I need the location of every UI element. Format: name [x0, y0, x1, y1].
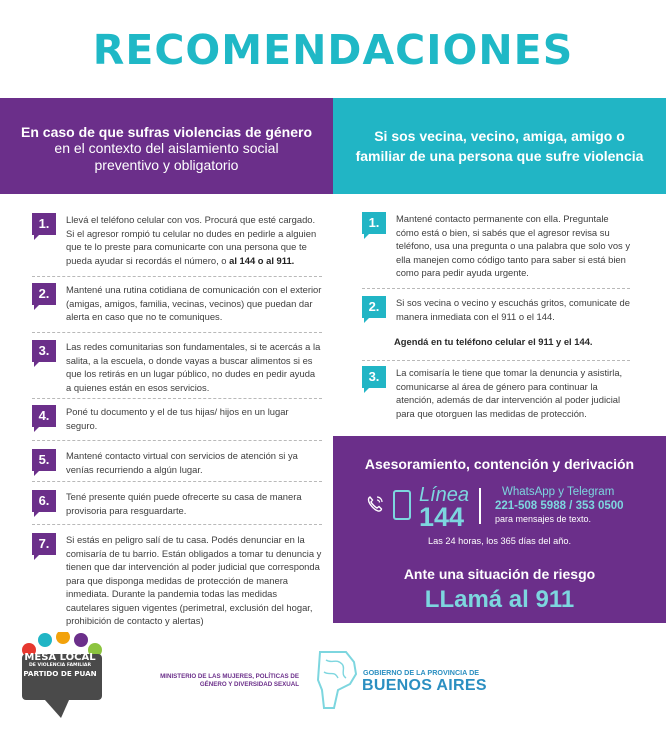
item-number: 1. [32, 213, 56, 235]
line-number: 144 [419, 502, 465, 532]
divider [362, 360, 630, 361]
item-text: La comisaría le tiene que tomar la denuncia y asistirla, comunicarse al área de género para continuar la atención, además de dar intervención al poder judicial para que otorguen las medidas de protección. [396, 367, 623, 419]
item-number: 1. [362, 212, 386, 234]
mobile-icon [393, 490, 411, 520]
help-title: Asesoramiento, contención y derivación [364, 456, 635, 472]
divider [32, 398, 322, 399]
left-item-3 [32, 340, 322, 394]
right-banner-heading: Si sos vecina, vecino, amiga, amigo o familiar de una persona que sufre violencia [355, 128, 644, 164]
left-item-4 [32, 405, 322, 432]
divider [362, 288, 630, 289]
item-number: 4. [32, 405, 56, 427]
item-text: Si estás en peligro salí de tu casa. Podés denunciar en la comisaría de tu barrio. Están obligados a tomar tu denuncia y tienen que dar intervención al poder judicial que corresponda para que disponga medidas de protección de manera inmediata. Durante la pandemia todas las medidas cautelares siguen vigentes (perimetral, exclusión del hogar, prohibición de contacto y alertas) [66, 534, 322, 626]
right-item-3 [362, 366, 634, 420]
call-911: LLamá al 911 [424, 586, 575, 613]
divider [32, 440, 322, 441]
left-banner [0, 98, 333, 194]
right-item-1 [362, 212, 634, 280]
agenda-note: Agendá en tu teléfono celular el 911 y el 144. [394, 336, 593, 347]
item-text: Llevá el teléfono celular con vos. Procurá que esté cargado. Si el agresor rompió tu celular no dudes en pedirle a alguien que te lo preste para comunicarte con una persona que te pueda ayudar si recordás el número, o al 144 o al 911. [66, 214, 317, 266]
item-number: 7. [32, 533, 56, 555]
left-banner-heading: En caso de que sufras violencias de género [21, 124, 312, 140]
line-label: Línea [419, 484, 470, 506]
divider [32, 276, 322, 277]
buenos-aires-map-logo [316, 650, 358, 710]
provincia-label: BUENOS AIRES [362, 677, 487, 694]
left-item-7 [32, 533, 322, 628]
right-item-2 [362, 296, 634, 323]
divider [479, 488, 481, 524]
ministerio-text: MINISTERIO DE LAS MUJERES, POLÍTICAS DE GÉNERO Y DIVERSIDAD SEXUAL [160, 673, 299, 688]
divider [32, 524, 322, 525]
page-title: RECOMENDACIONES [92, 26, 574, 74]
item-text: Mantené contacto permanente con ella. Preguntale cómo está o bien, si sabés que el agresor revisa su teléfono, usa una pregunta o una palabra que solo vos y ella manejen como código tanto para saber si está bien como para pedir ayuda urgente. [396, 213, 631, 278]
left-item-1 [32, 213, 322, 267]
item-text: Tené presente quién puede ofrecerte su casa de manera provisoria para resguardarte. [66, 491, 302, 516]
help-box [333, 436, 666, 623]
divider [32, 332, 322, 333]
item-text: Mantené una rutina cotidiana de comunicación con el exterior (amigas, amigos, familia, vecinas, vecinos) que puedan dar alerta en caso que no te comuniques. [66, 284, 322, 322]
item-number: 5. [32, 449, 56, 471]
left-item-2 [32, 283, 322, 324]
right-banner [333, 98, 666, 194]
divider [32, 481, 322, 482]
phone-icon [365, 494, 385, 514]
item-text: Mantené contacto virtual con servicios de atención si ya venías recurriendo a algún lugar. [66, 450, 298, 475]
hours-note: Las 24 horas, los 365 días del año. [427, 536, 572, 546]
left-item-6 [32, 490, 322, 517]
risk-heading: Ante una situación de riesgo [403, 566, 596, 582]
item-number: 3. [32, 340, 56, 362]
item-number: 2. [32, 283, 56, 305]
item-number: 2. [362, 296, 386, 318]
item-number: 3. [362, 366, 386, 388]
left-item-5 [32, 449, 322, 476]
gobierno-label: GOBIERNO DE LA PROVINCIA DE [363, 668, 480, 677]
item-number: 6. [32, 490, 56, 512]
item-text: Las redes comunitarias son fundamentales, si te acercás a la salita, a la escuela, o donde vayas a buscar alimentos si es que los retirás en un lugar público, no dudes en pedir ayuda a quienes están en esos servicios. [66, 341, 321, 393]
left-banner-subheading: en el contexto del aislamiento social preventivo y obligatorio [54, 140, 279, 173]
mesa-local-text: MESA LOCAL DE VIOLENCIA FAMILIAR PARTIDO DE PUAN [23, 652, 97, 678]
whatsapp-label: WhatsApp y Telegram [502, 486, 615, 498]
messages-note: para mensajes de texto. [495, 514, 592, 524]
item-text: Si sos vecina o vecino y escuchás gritos, comunicate de manera inmediata con el 911 o el 144. [396, 297, 630, 322]
item-text: Poné tu documento y el de tus hijas/ hijos en un lugar seguro. [66, 406, 289, 431]
phone-numbers: 221-508 5988 / 353 0500 [495, 500, 624, 512]
